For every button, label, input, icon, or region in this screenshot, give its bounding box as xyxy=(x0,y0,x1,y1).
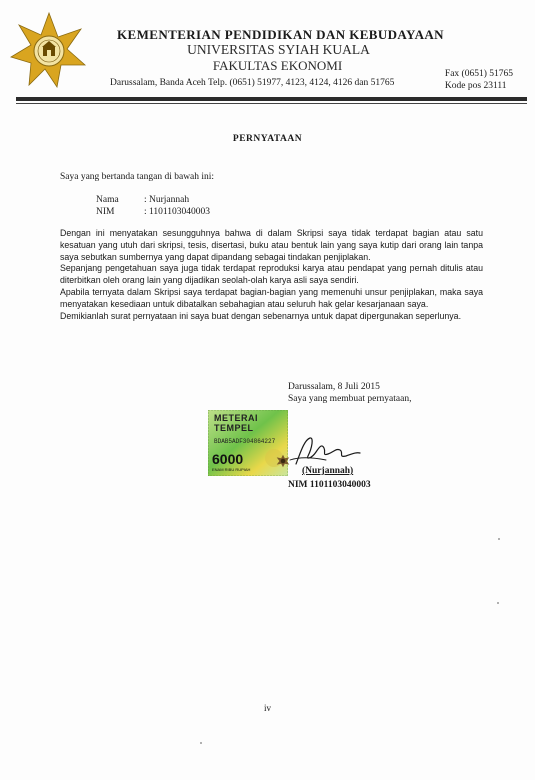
identity-value: : Nurjannah xyxy=(144,195,190,205)
intro-text: Saya yang bertanda tangan di bawah ini: xyxy=(60,172,215,182)
handwritten-signature-icon xyxy=(282,434,362,470)
stamp-title: METERAI xyxy=(214,413,258,423)
statement-body xyxy=(60,228,483,322)
place-date: Darussalam, 8 Juli 2015 xyxy=(288,382,380,392)
stamp-serial: BDAB5ADF304864227 xyxy=(214,438,276,445)
signer-name: (Nurjannah) xyxy=(302,466,354,476)
maker-line: Saya yang membuat pernyataan, xyxy=(288,394,412,404)
university-name: UNIVERSITAS SYIAH KUALA xyxy=(187,42,370,57)
identity-label: NIM xyxy=(96,207,115,217)
identity-row-nim xyxy=(96,207,210,217)
statement-paragraph: Dengan ini menyatakan sesungguhnya bahwa di dalam Skripsi saya tidak terdapat bagian atau satu kesatuan yang utuh dari skripsi, tesis, disertasi, buku atau bentuk lain yang saya kutip dari orang lain tanpa saya sebutkan sumbernya yang dapat dipandang sebagai tindakan penjiplakan. xyxy=(60,228,483,262)
letterhead-divider-thin xyxy=(16,103,527,104)
stamp-value-text: ENAM RIBU RUPIAH xyxy=(212,467,251,472)
statement-paragraph: Apabila ternyata dalam Skripsi saya terdapat bagian-bagian yang memenuhi unsur penjiplakan, maka saya menyatakan kesediaan untuk dibatalkan sebahagian atau seluruh hak gelar kesarjanaan saya. xyxy=(60,286,483,309)
statement-paragraph: Demikianlah surat pernyataan ini saya buat dengan sebenarnya untuk dapat dipergunakan seperlunya. xyxy=(60,310,462,321)
document-title: PERNYATAAN xyxy=(232,134,303,144)
ministry-name: KEMENTERIAN PENDIDIKAN DAN KEBUDAYAAN xyxy=(117,27,444,42)
fax-number: Fax (0651) 51765 xyxy=(444,69,513,79)
statement-paragraph: Sepanjang pengetahuan saya juga tidak terdapat reproduksi karya atau pendapat yang pernah ditulis atau diterbitkan oleh orang lain yang dijadikan seolah-olah karya asli saya sendiri. xyxy=(60,263,483,286)
signer-nim: NIM 1101103040003 xyxy=(288,480,371,490)
stamp-subtitle: TEMPEL xyxy=(214,423,254,433)
identity-value: : 1101103040003 xyxy=(144,207,211,217)
postal-code: Kode pos 23111 xyxy=(444,81,507,91)
page-number: iv xyxy=(263,703,271,713)
scan-speck xyxy=(497,602,499,604)
stamp-value: 6000 xyxy=(212,451,244,467)
letterhead-divider-thick xyxy=(16,97,527,101)
faculty-name: FAKULTAS EKONOMI xyxy=(212,58,343,73)
identity-label: Nama xyxy=(96,195,119,205)
fax-block xyxy=(445,68,513,92)
identity-row-name xyxy=(96,195,189,205)
address-line: Darussalam, Banda Aceh Telp. (0651) 51977, 4123, 4124, 4126 dan 51765 xyxy=(110,78,395,88)
scan-speck xyxy=(498,538,500,540)
scan-speck xyxy=(200,742,202,744)
